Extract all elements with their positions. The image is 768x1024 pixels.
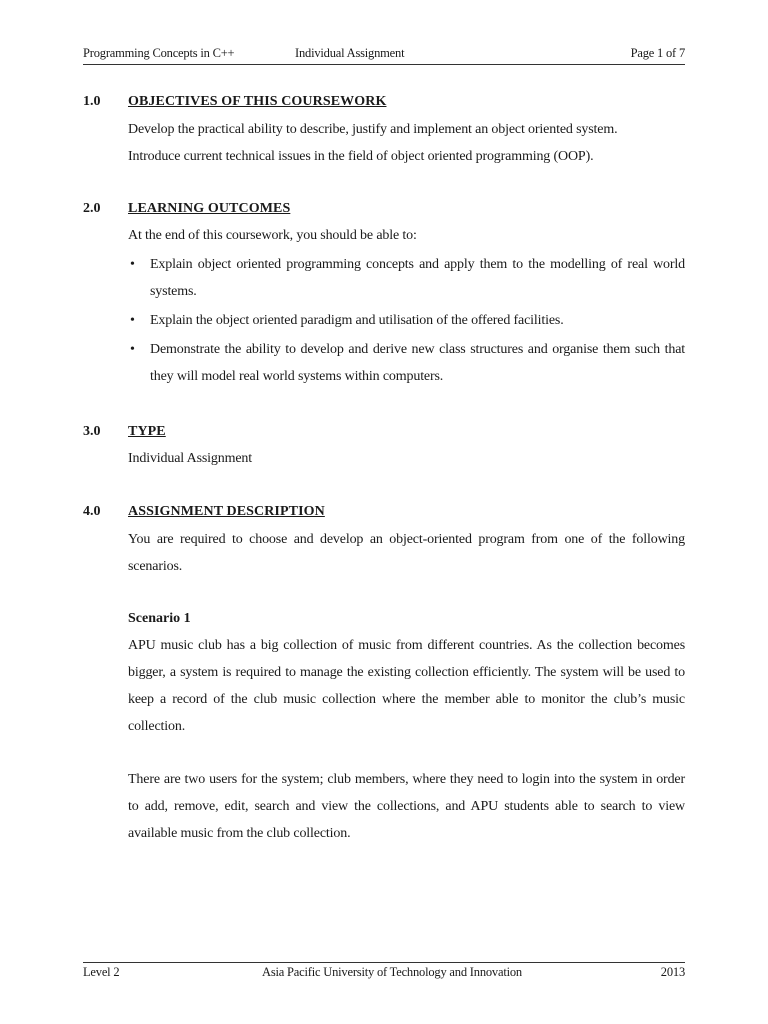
page-footer (83, 962, 685, 983)
list-item (128, 307, 685, 334)
section-1-title: OBJECTIVES OF THIS COURSEWORK (128, 94, 387, 109)
section-3-title: TYPE (128, 424, 166, 439)
page-header (83, 46, 685, 65)
section-4-title: ASSIGNMENT DESCRIPTION (128, 504, 325, 519)
header-course: Programming Concepts in C++ (83, 46, 235, 60)
scenario-title: Scenario 1 (128, 611, 191, 626)
section-4-intro: You are required to choose and develop an object-oriented program from one of the following scenarios. (128, 532, 685, 574)
scenario-paragraph-1: APU music club has a big collection of music from different countries. As the collection becomes bigger, a system is required to manage the existing collection efficiently. The system will be used to keep a record of the club music collection where the member able to monitor the club’s music collection. (128, 638, 685, 734)
bullet-icon: • (130, 257, 135, 272)
scenario-paragraph-2: There are two users for the system; club members, where they need to login into the system in order to add, remove, edit, search and view the collections, and APU students able to search to view available music from the club collection. (128, 772, 685, 841)
section-2-intro: At the end of this coursework, you should be able to: (128, 228, 417, 243)
list-item (128, 251, 685, 305)
footer-level: Level 2 (83, 965, 120, 979)
list-item (128, 336, 685, 390)
footer-year: 2013 (660, 965, 685, 979)
list-item-text: Explain object oriented programming concepts and apply them to the modelling of real world systems. (150, 257, 685, 299)
bullet-icon: • (130, 342, 135, 357)
header-assignment-type: Individual Assignment (295, 46, 405, 60)
bullet-icon: • (130, 313, 135, 328)
section-1-line: Develop the practical ability to describe, justify and implement an object oriented system. (128, 122, 618, 137)
section-1-body (128, 116, 685, 170)
section-3-number: 3.0 (83, 424, 101, 439)
section-4-number: 4.0 (83, 504, 101, 519)
list-item-text: Demonstrate the ability to develop and derive new class structures and organise them such that they will model real world systems within computers. (150, 342, 685, 384)
section-1-line: Introduce current technical issues in the field of object oriented programming (OOP). (128, 149, 594, 164)
footer-institution: Asia Pacific University of Technology and Innovation (262, 965, 522, 979)
list-item-text: Explain the object oriented paradigm and utilisation of the offered facilities. (150, 313, 564, 328)
header-page-number: Page 1 of 7 (630, 46, 685, 60)
section-1-number: 1.0 (83, 94, 101, 109)
learning-outcomes-list (128, 251, 685, 390)
section-3-body: Individual Assignment (128, 451, 253, 466)
section-2-title: LEARNING OUTCOMES (128, 201, 291, 216)
section-2-number: 2.0 (83, 201, 101, 216)
